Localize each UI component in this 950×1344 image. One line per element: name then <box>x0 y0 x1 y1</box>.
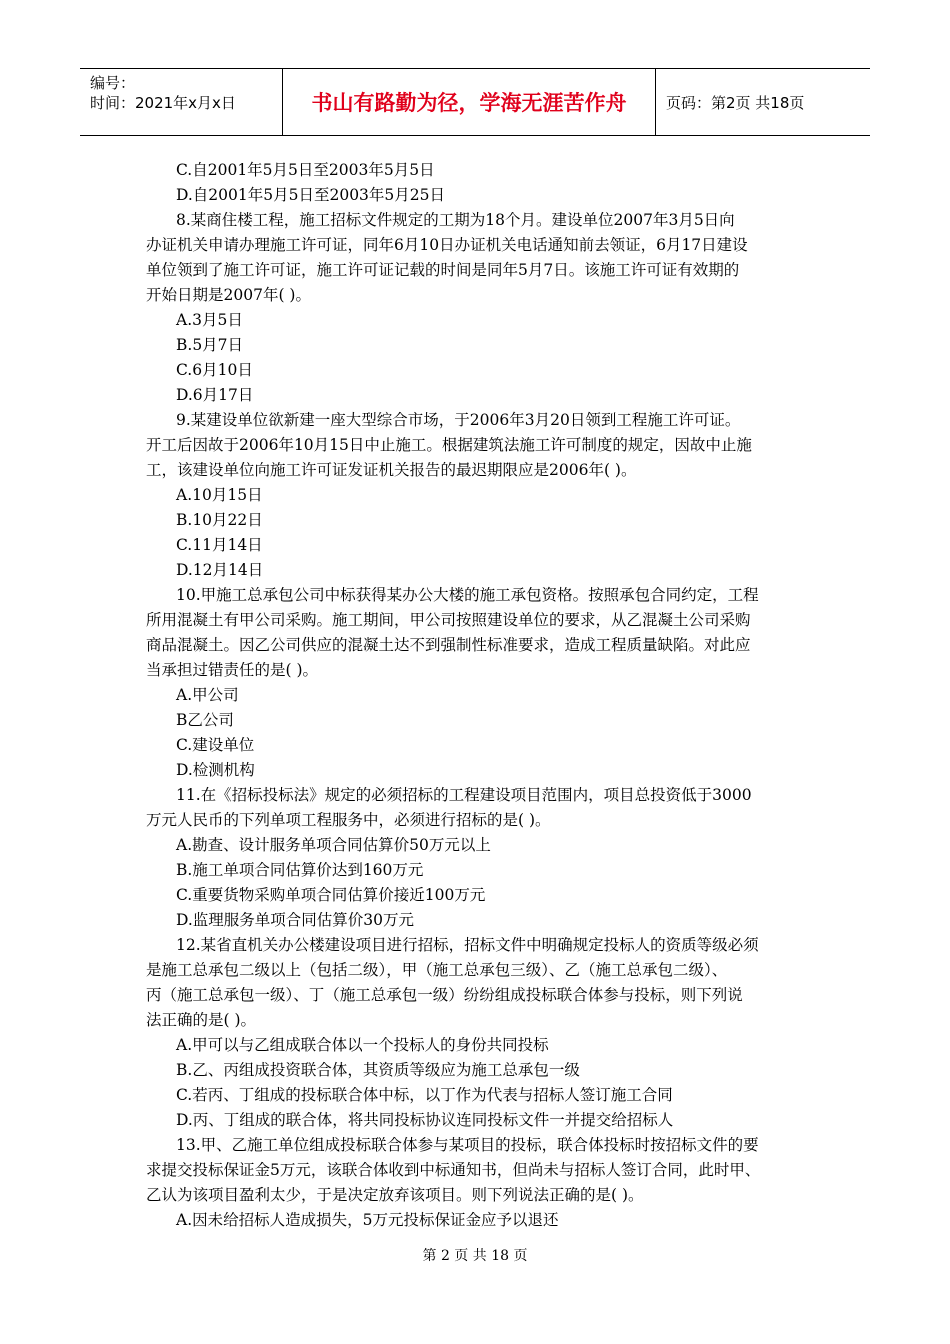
question-continuation-line: 办证机关申请办理施工许可证，同年6月10日办证机关电话通知前去领证，6月17日建设 <box>146 236 748 254</box>
question-continuation-line: 工，该建设单位向施工许可证发证机关报告的最迟期限应是2006年( )。 <box>146 461 637 479</box>
answer-option-line: A.因未给招标人造成损失，5万元投标保证金应予以退还 <box>176 1211 559 1229</box>
answer-option-line: D.检测机构 <box>176 761 255 779</box>
answer-option-line: D.监理服务单项合同估算价30万元 <box>176 911 415 929</box>
answer-option-line: A.10月15日 <box>176 486 263 504</box>
header-page-label: 页码：第2页 共18页 <box>666 93 805 112</box>
answer-option-line: B.10月22日 <box>176 511 263 529</box>
question-continuation-line: 是施工总承包二级以上（包括二级），甲（施工总承包三级）、乙（施工总承包二级）、 <box>146 961 728 979</box>
question-line: 9.某建设单位欲新建一座大型综合市场，于2006年3月20日领到工程施工许可证。 <box>176 411 741 429</box>
answer-option-line: A.勘查、设计服务单项合同估算价50万元以上 <box>176 836 491 854</box>
answer-option-line: B.施工单项合同估算价达到160万元 <box>176 861 424 879</box>
answer-option-line: B.5月7日 <box>176 336 244 354</box>
question-line: 8.某商住楼工程，施工招标文件规定的工期为18个月。建设单位2007年3月5日向 <box>176 211 735 229</box>
question-continuation-line: 商品混凝土。因乙公司供应的混凝土达不到强制性标准要求，造成工程质量缺陷。对此应 <box>146 636 751 654</box>
answer-option-line: A.甲公司 <box>176 686 239 704</box>
header-meta <box>80 69 282 135</box>
answer-option-line: C.重要货物采购单项合同估算价接近100万元 <box>176 886 486 904</box>
question-line: 13.甲、乙施工单位组成投标联合体参与某项目的投标，联合体投标时按招标文件的要 <box>176 1136 759 1154</box>
page-footer: 第 2 页 共 18 页 <box>422 1248 528 1264</box>
question-continuation-line: 开工后因故于2006年10月15日中止施工。根据建筑法施工许可制度的规定，因故中止施 <box>146 436 752 454</box>
answer-option-line: D.自2001年5月5日至2003年5月25日 <box>176 186 446 204</box>
answer-option-line: B.乙、丙组成投资联合体，其资质等级应为施工总承包一级 <box>176 1061 580 1079</box>
answer-option-line: C.若丙、丁组成的投标联合体中标，以丁作为代表与招标人签订施工合同 <box>176 1086 673 1104</box>
question-line: 10.甲施工总承包公司中标获得某办公大楼的施工承包资格。按照承包合同约定，工程 <box>176 586 759 604</box>
document-date-label: 时间：2021年x月x日 <box>90 94 236 112</box>
answer-option-line: A.3月5日 <box>176 311 243 329</box>
document-body <box>146 158 810 1233</box>
answer-option-line: C.自2001年5月5日至2003年5月5日 <box>176 161 435 179</box>
question-continuation-line: 单位领到了施工许可证，施工许可证记载的时间是同年5月7日。该施工许可证有效期的 <box>146 261 740 279</box>
answer-option-line: A.甲可以与乙组成联合体以一个投标人的身份共同投标 <box>176 1036 549 1054</box>
answer-option-line: D.12月14日 <box>176 561 264 579</box>
document-number-label: 编号： <box>90 74 136 92</box>
question-line: 12.某省直机关办公楼建设项目进行招标，招标文件中明确规定投标人的资质等级必须 <box>176 936 759 954</box>
answer-option-line: D.丙、丁组成的联合体，将共同投标协议连同投标文件一并提交给招标人 <box>176 1111 674 1129</box>
question-line: 11.在《招标投标法》规定的必须招标的工程建设项目范围内，项目总投资低于3000 <box>176 786 752 804</box>
answer-option-line: B乙公司 <box>176 711 234 729</box>
question-continuation-line: 求提交投标保证金5万元，该联合体收到中标通知书，但尚未与招标人签订合同，此时甲、 <box>146 1161 761 1179</box>
question-continuation-line: 乙认为该项目盈利太少，于是决定放弃该项目。则下列说法正确的是( )。 <box>146 1186 644 1204</box>
answer-option-line: C.建设单位 <box>176 736 255 754</box>
answer-option-line: C.11月14日 <box>176 536 263 554</box>
question-continuation-line: 当承担过错责任的是( )。 <box>146 661 319 679</box>
question-continuation-line: 法正确的是( )。 <box>146 1011 257 1029</box>
question-continuation-line: 万元人民币的下列单项工程服务中，必须进行招标的是( )。 <box>146 811 551 829</box>
page-header <box>80 68 870 136</box>
answer-option-line: C.6月10日 <box>176 361 253 379</box>
question-continuation-line: 丙（施工总承包一级）、丁（施工总承包一级）纷纷组成投标联合体参与投标，则下列说 <box>146 986 743 1004</box>
answer-option-line: D.6月17日 <box>176 386 254 404</box>
header-motto: 书山有路勤为径，学海无涯苦作舟 <box>282 69 656 135</box>
question-continuation-line: 开始日期是2007年( )。 <box>146 286 311 304</box>
question-continuation-line: 所用混凝土有甲公司采购。施工期间，甲公司按照建设单位的要求，从乙混凝土公司采购 <box>146 611 751 629</box>
